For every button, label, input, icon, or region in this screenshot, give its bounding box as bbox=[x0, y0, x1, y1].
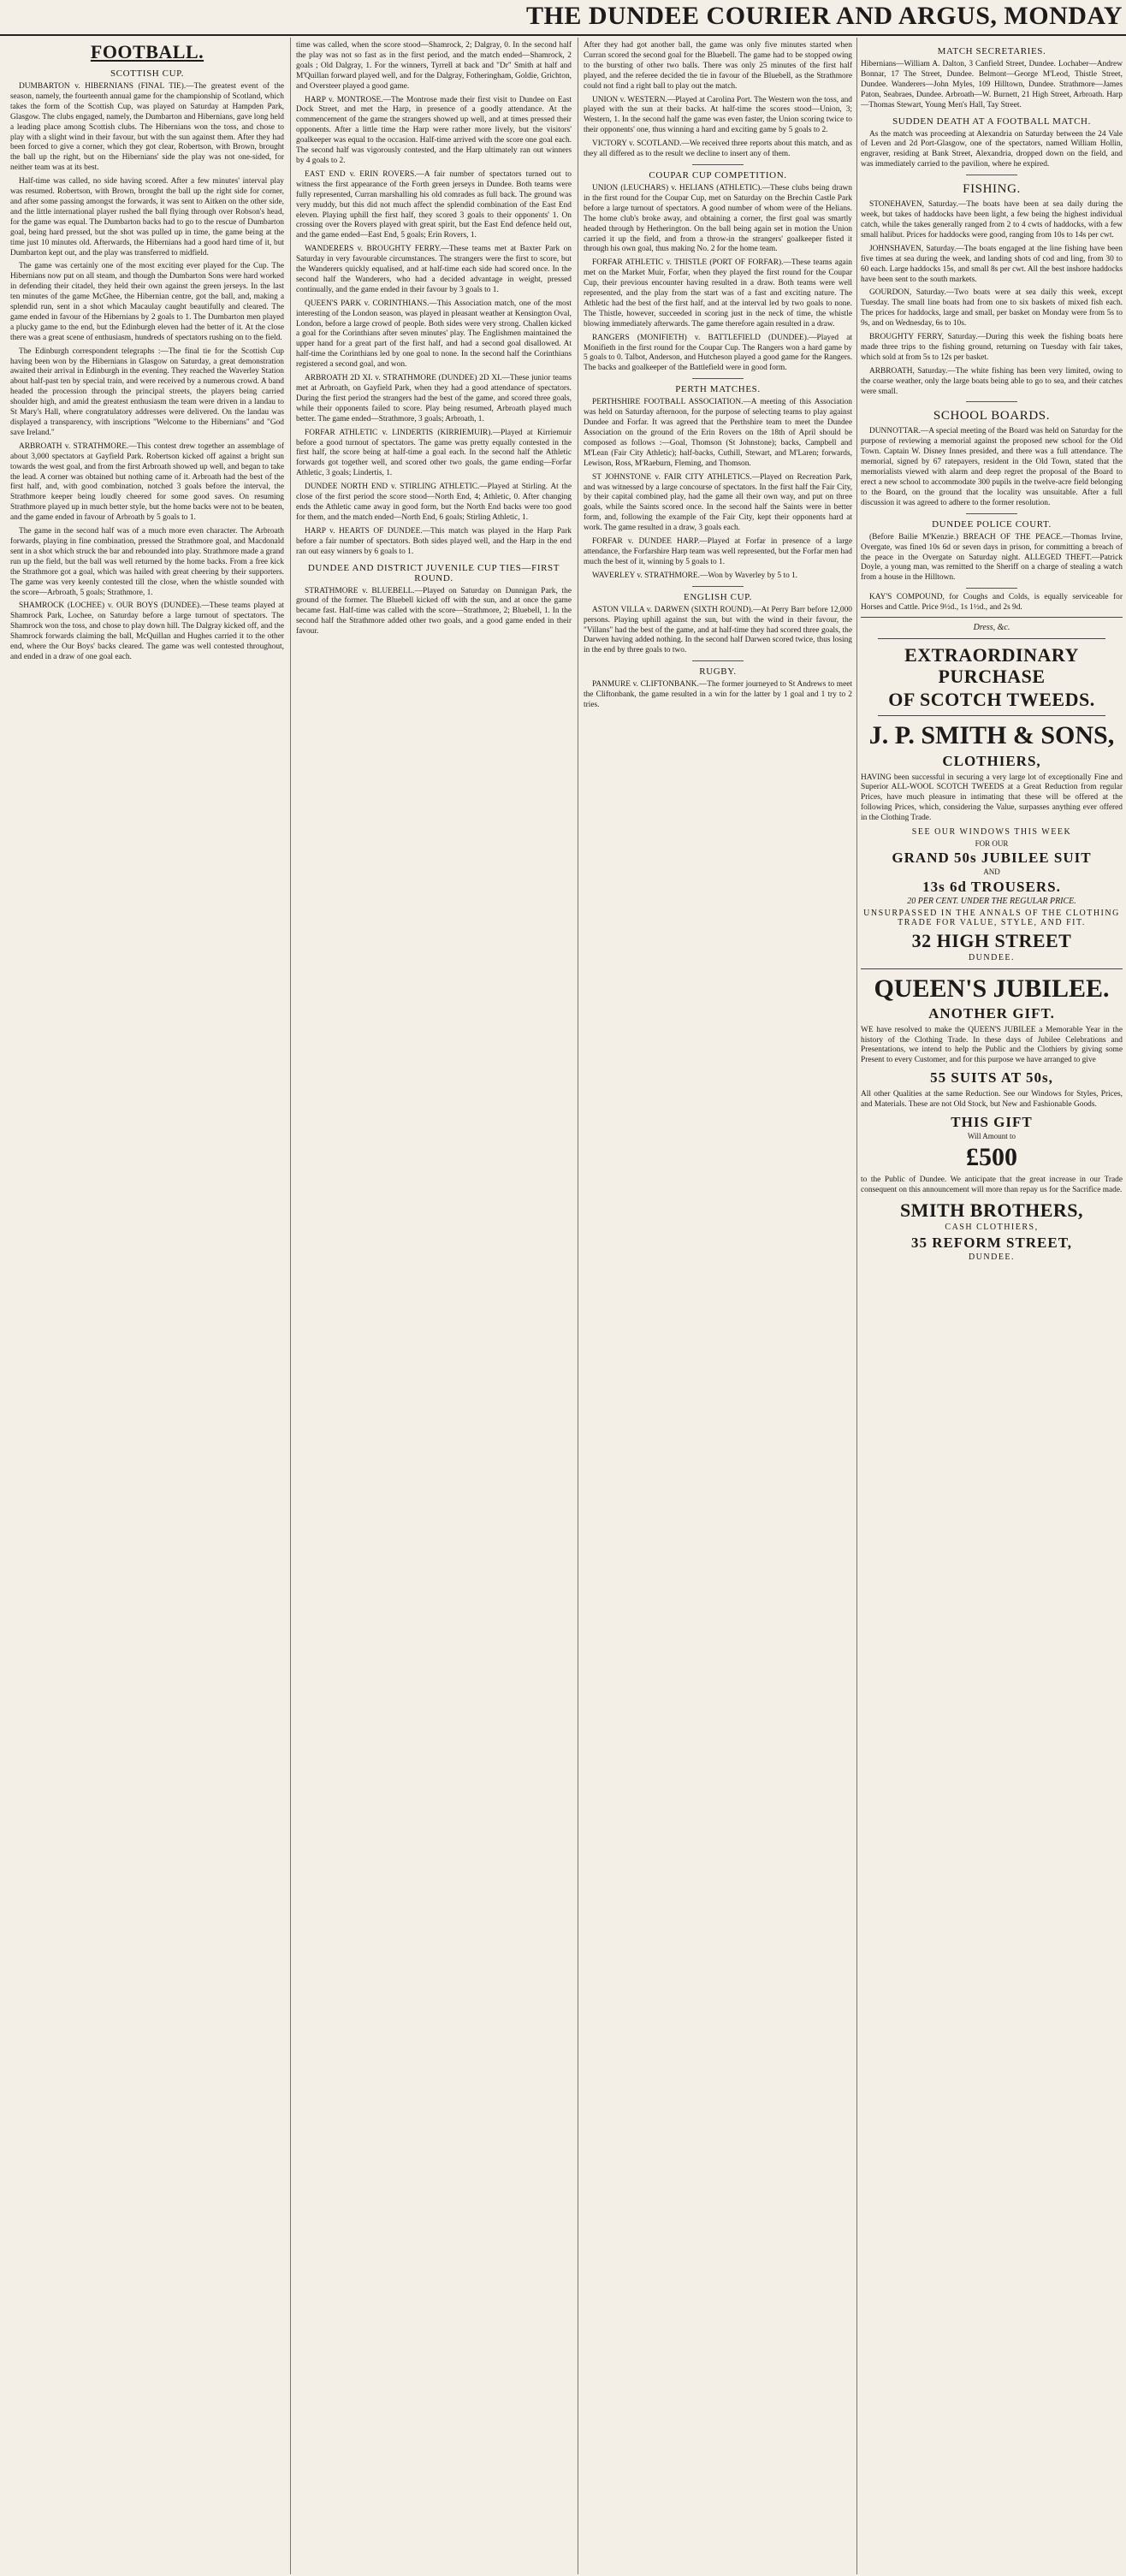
article-paragraph: The game was certainly one of the most exciting ever played for the Cup. The Hibernians now put on all steam, and though the Dumbarton Sons were hard worked in defending their citadel, they held their own against the green jerseys. In the last ten minutes of the game McGhee, the Hibernian centre, got the ball, and, making a splendid run, sent in a shot which Macaulay caught beautifully and cleared. The game ended in favour of the Hibernians by 2 goals to 1. The Dumbarton men played a plucky game to the end, but the Edinburgh eleven had the better of it. At the close there was a great scene of enthusiasm, hundreds of spectators rushing on to the field. bbox=[10, 262, 284, 342]
article-paragraph: HARP v. HEARTS OF DUNDEE.—This match was played in the Harp Park before a fair number of spectators. Both sides played well, and the Harp in the end ran out easy winners by 6 goals to 1. bbox=[296, 526, 572, 556]
article-paragraph: FORFAR ATHLETIC v. THISTLE (PORT OF FORFAR).—These teams again met on the Market Muir, Forfar, when they played the first round for the Coupar Cup, their previous encounter having resulted in a draw. Both teams were well represented, and the play from the start was of a fast and exciting nature. The Athletic had the best of the first half, and at the interval led by two goals to none. The Thistle, however, succeeded in scoring just in the neck of time, the whistle blowing immediately afterwards. The game therefore again resulted in a draw. bbox=[584, 258, 852, 329]
ad-line: Will Amount to bbox=[967, 1132, 1016, 1141]
article-paragraph: QUEEN'S PARK v. CORINTHIANS.—This Association match, one of the most interesting of the London season, was played in pleasant weather at Kensington Oval, London, before a large crowd of people. Both sides were very strong. Challen kicked a goal for the Corinthians after seven minutes' play. The Englishmen maintained the upper hand for a great part of the first half, and had a second goal disallowed. At half-time the Corinthians led by one goal to none. In the second half the Corinthians registered a second goal, and won. bbox=[296, 299, 572, 370]
ad-line: SEE OUR WINDOWS THIS WEEK bbox=[911, 827, 1072, 838]
advertisement-smith-sons bbox=[861, 617, 1123, 963]
divider bbox=[692, 586, 744, 587]
advertisement-smith-brothers bbox=[861, 968, 1123, 1263]
article-paragraph: KAY'S COMPOUND, for Coughs and Colds, is equally serviceable for Horses and Cattle. Price 9½d., 1s 1½d., and 2s 9d. bbox=[861, 593, 1123, 613]
ad-city: DUNDEE. bbox=[968, 953, 1016, 963]
article-paragraph: JOHNSHAVEN, Saturday.—The boats engaged at the line fishing have been five times at sea during the week, and landing shots of cod and ling, from 30 to 60 each. Large haddocks 15s, and small 8s per cwt. All the best inshore haddocks have been sent to the south markets. bbox=[861, 244, 1123, 284]
article-paragraph: UNION v. WESTERN.—Played at Carolina Port. The Western won the toss, and played with the sun at their backs. At half-time the scores stood—Union, 3; Western, 1. In the second half the game was even faster, the Union scoring twice to their opponents' one, thus winning a hard and exciting game by 5 goals to 2. bbox=[584, 95, 852, 135]
article-paragraph: ARBROATH v. STRATHMORE.—This contest drew together an assemblage of about 3,000 spectators at Gayfield Park. Robertson kicked off against a bright sun towards the west goal, and from the first Arbroath showed up well, and began to take the lead. A corner was obtained but nothing came of it. Arbroath had the best of the first half, and, with good combination, notched 3 goals before the interval, the Strathmore keeper being loudly cheered for some good saves. On resuming Strathmore played up in much better style, but the home backs were not to be beaten, and the game ended in favour of Arbroath by 5 goals to 1. bbox=[10, 441, 284, 523]
divider bbox=[692, 164, 744, 165]
article-paragraph: EAST END v. ERIN ROVERS.—A fair number of spectators turned out to witness the first appearance of the Forth green jerseys in Dundee. Both teams were fully represented, Curran marshalling his old comrades as full back. The ground was very muddy, but this did not much affect the splendid combination of the East End eleven. Playing uphill the first half, they scored 3 goals to their opponents' 1. On crossing over the Rovers played with great spirit, but the East End defence held out, and the game ended—East End, 5 goals; Erin Rovers, 1. bbox=[296, 169, 572, 240]
secretaries-list: Hibernians—William A. Dalton, 3 Canfield Street, Dundee. Lochaber—Andrew Bonnar, 17 The Street, Dundee. Belmont—George M'Leod, Thistle Street, Dundee. Wanderers—John Myles, 109 Hilltown, Dundee. Strathmore—James Paton, Seabraes, Dundee. Arbroath—W. Burnett, 21 High Street, Arbroath. Harp—Thomas Stewart, Young Men's Hall, Tay Street. bbox=[861, 60, 1123, 110]
article-paragraph: VICTORY v. SCOTLAND.—We received three reports about this match, and as they all differed as to the result we decline to insert any of them. bbox=[584, 139, 852, 159]
article-paragraph: Half-time was called, no side having scored. After a few minutes' interval play was resumed. Robertson, with Brown, brought the ball up the right side for corner, and after some passing amongst the forwards, it was sent to Aitken on the other side, and the little international player rushed the ball flying through over Robson's head, for the game was equal. The Dumbarton backs had to go to the rescue of Dumbarton goal, being hard pressed, but the shot was pulled up in time, the game being at the time just 10 minutes old. Afterwards, the Hibernians had a good hard time of it, but Dumbarton kept out, and the play was transferred to midfield. bbox=[10, 177, 284, 258]
article-paragraph: DUNNOTTAR.—A special meeting of the Board was held on Saturday for the purpose of reviewing a memorial against the proposed new school for the Old Town. Captain W. Disney Innes presided, and there was a full attendance. The memorial, signed by 67 ratepayers, resident in the Old Town, stated that the memorialists viewed with alarm and deep regret the proposal of the Board to erect a new school to accommodate 300 pupils in the twelve-acre field belonging to the Board, on the ground that the locality was unsuitable. After a full discussion it was agreed to adhere to the former resolution. bbox=[861, 427, 1123, 507]
article-paragraph: time was called, when the score stood—Shamrock, 2; Dalgray, 0. In the second half the play was not so fast as in the first period, and the match ended—Shamrock, 2 goals ; Old Dalgray, 1. For the winners, Tyrrell at back and "Dr" Smith at half and M'Quillan forward played well, and for the Dalgray, Fotheringham, Goldie, Grichton, and Oversteer played a good game. bbox=[296, 41, 572, 91]
subheading-fishing: FISHING. bbox=[963, 182, 1021, 197]
ad-headline: QUEEN'S JUBILEE. bbox=[874, 974, 1110, 1003]
article-paragraph: UNION (LEUCHARS) v. HELIANS (ATHLETIC).—These clubs being drawn in the first round for the Coupar Cup, met on Saturday on the Brechin Castle Park before a large turnout of spectators. A good number of whom were of the Helians. The home club's broke away, and obtaining a corner, the first goal was smartly headed through by Hetherington. On the ball being again set in motion the Union carried it up the field, and from a throw-in the strangers' goalkeeper fisted it through his own goal, thus making No. 2 for the home team. bbox=[584, 183, 852, 254]
article-paragraph: WANDERERS v. BROUGHTY FERRY.—These teams met at Baxter Park on Saturday in very favourable circumstances. The strangers were the first to score, but the Wanderers quickly equalised, and at half-time each side had scored once. In the second half the Wanderers, who had a decided advantage in weight, pressed continually, and the game ended in their favour by 3 goals to 1. bbox=[296, 245, 572, 294]
masthead bbox=[0, 0, 1126, 36]
article-paragraph: DUNDEE NORTH END v. STIRLING ATHLETIC.—Played at Stirling. At the close of the first period the score stood—North End, 4; Athletic, 0. After changing ends the Athletic came away in good form, but the North End backs were too good for them, and the match ended—North End, 6 goals; Stirling Athletic, 1. bbox=[296, 483, 572, 522]
article-paragraph: ARBROATH, Saturday.—The white fishing has been very limited, owing to the coarse weather, only the large boats being able to go to sea, and their catches were small. bbox=[861, 366, 1123, 396]
ad-address: 35 REFORM STREET, bbox=[910, 1234, 1073, 1251]
article-paragraph: FORFAR ATHLETIC v. LINDERTIS (KIRRIEMUIR).—Played at Kirriemuir before a good turnout of spectators. The game was pretty equally contested in the first half, the score being at half-time a goal each. In the second half the Athletic forwards got together well, and scored other two goals, the game ending—Forfar Athletic, 3 goals; Lindertis, 1. bbox=[296, 428, 572, 478]
column-4 bbox=[861, 41, 1123, 2573]
subheading-perth-matches: PERTH MATCHES. bbox=[675, 384, 761, 395]
ad-offer: GRAND 50s JUBILEE SUIT bbox=[892, 849, 1092, 866]
ad-category: Dress, &c. bbox=[973, 623, 1010, 633]
subheading-juvenile-cup: DUNDEE AND DISTRICT JUVENILE CUP TIES—FIRST ROUND. bbox=[307, 562, 560, 583]
ad-body: to the Public of Dundee. We anticipate that the great increase in our Trade consequent on this announcement will more than repay us for the Sacrifice made. bbox=[861, 1175, 1123, 1194]
article-paragraph: FORFAR v. DUNDEE HARP.—Played at Forfar in presence of a large attendance, the Forfarshire Harp team was well represented, but the Forfar men had much the best of it, winning by 5 goals to 1. bbox=[584, 537, 852, 566]
ad-address: 32 HIGH STREET bbox=[911, 929, 1072, 951]
subheading-match-secretaries: MATCH SECRETARIES. bbox=[937, 46, 1046, 56]
article-paragraph: After they had got another ball, the game was only five minutes started when Curran scored the second goal for the Bluebell. The game had to be stopped owing to the bursting of other two balls. There was only 25 minutes of the first half played, and the referee decided the tie in favour of the Bluebell, as the Strathmore could not find a right ball to play out the match. bbox=[584, 41, 852, 91]
ad-headline: ANOTHER GIFT. bbox=[928, 1005, 1055, 1022]
article-paragraph: As the match was proceeding at Alexandria on Saturday between the 24 Vale of Leven and 2d Port-Glasgow, one of the spectators, named William Hollin, engraver, residing at Bank Street, Alexandria, dropped down on the field, and was immediately carried to the pavilion, where he expired. bbox=[861, 129, 1123, 169]
divider bbox=[966, 513, 1017, 514]
column-2 bbox=[296, 41, 572, 2573]
ad-line: 20 PER CENT. UNDER THE REGULAR PRICE. bbox=[907, 897, 1076, 907]
ad-trade: CLOTHIERS, bbox=[942, 752, 1041, 769]
ad-line: UNSURPASSED IN THE ANNALS OF THE CLOTHING TRADE FOR VALUE, STYLE, AND FIT. bbox=[863, 908, 1120, 928]
column-1 bbox=[10, 41, 284, 2573]
divider bbox=[966, 401, 1017, 402]
subheading-school-boards: SCHOOL BOARDS. bbox=[933, 409, 1051, 423]
section-heading-football: FOOTBALL. bbox=[90, 41, 204, 62]
column-3 bbox=[584, 41, 852, 2573]
ad-city: DUNDEE. bbox=[968, 1252, 1016, 1263]
article-paragraph: PERTHSHIRE FOOTBALL ASSOCIATION.—A meeting of this Association was held on Saturday afternoon, for the purpose of selecting teams to play against Dundee and Forfar. It was agreed that the Perthshire team to meet the Dundee Association on the ground of the Erin Rovers on the 18th of April should be composed as follows :—Goal, Thomson (St Johnstone); backs, Campbell and M'Lean (Fair City Athletic); half-backs, Cuthill, Stewart, and M'Laren; forwards, Lewison, Ross, M'Raeburn, Fleming, and Thomson. bbox=[584, 398, 852, 468]
article-paragraph: GOURDON, Saturday.—Two boats were at sea daily this week, except Tuesday. The small line boats had from one to six baskets of mixed fish each. The prices for haddocks, large and small, per basket on Monday were from 5s to 9s, and on Wednesday, 6s to 10s. bbox=[861, 288, 1123, 329]
divider bbox=[692, 660, 744, 661]
subheading-english-cup: ENGLISH CUP. bbox=[684, 591, 752, 602]
ad-headline: EXTRAORDINARY PURCHASE bbox=[904, 643, 1079, 687]
ad-firm-name: J. P. SMITH & SONS, bbox=[868, 721, 1115, 750]
ad-trade: CASH CLOTHIERS, bbox=[945, 1223, 1039, 1233]
article-paragraph: DUMBARTON v. HIBERNIANS (FINAL TIE).—The greatest event of the season, namely, the fourteenth annual game for the championship of Scotland, which takes the form of the Scottish Cup, was played on Saturday at Hampden Park, Glasgow. The clubs engaged, namely, the Dumbarton and Hibernians, gave long held a leading place among Scottish clubs. The Hibernians won the toss, and chose to play with a slight wind in their favour, but with the sun against them. After they had been forced to give a corner, which they got clear, Robertson, with Brown, brought the ball up the right, but on the Hibernians' side the play was not one-sided, for neither team was at its best. bbox=[10, 82, 284, 173]
ad-body: All other Qualities at the same Reduction. See our Windows for Styles, Prices, and Materials. These are not Old Stock, but New and Fashionable Goods. bbox=[861, 1089, 1123, 1109]
subheading-scottish-cup: SCOTTISH CUP. bbox=[110, 68, 185, 79]
article-paragraph: STONEHAVEN, Saturday.—The boats have been at sea daily during the week, but takes of haddocks have been light, a few being the highest individual catch, while the takes generally ranged from 2 to 4 cwts of haddocks, with a few small halibut. Prices for haddocks were good, ranging from 10s to 14s per cwt. bbox=[861, 200, 1123, 240]
article-paragraph: PANMURE v. CLIFTONBANK.—The former journeyed to St Andrews to meet the Cliftonbank, the game resulted in a win for the latter by 1 goal and 1 try to 2 tries. bbox=[584, 680, 852, 710]
subheading-rugby: RUGBY. bbox=[699, 666, 737, 678]
column-rule bbox=[290, 38, 291, 2574]
divider bbox=[692, 378, 744, 379]
article-paragraph: STRATHMORE v. BLUEBELL.—Played on Saturday on Dunnigan Park, the ground of the former. The Bluebell kicked off with the sun, and at once the game became fast. Half-time was called with the score—Strathmore, 2; Bluebell, 1. In the second half the Strathmore added other two goals, and a good game ended in their favour. bbox=[296, 586, 572, 637]
column-rule bbox=[856, 38, 857, 2574]
article-paragraph: The game in the second half was of a much more even character. The Arbroath forwards, playing in fine combination, pressed the Strathmore goal, and Macdonald sent in a shot which struck the bar and rebounded into play. Strathmore made a grand run up the field, but the ball was well returned by the home backs. From a free kick the Strathmore got a goal, which was hailed with great cheering by their supporters. The game was very keenly contested till the close, when the whistle sounded with the score—Arbroath, 5 goals; Strathmore, 1. bbox=[10, 527, 284, 597]
subheading-coupar-cup: COUPAR CUP COMPETITION. bbox=[649, 169, 787, 181]
article-paragraph: WAVERLEY v. STRATHMORE.—Won by Waverley by 5 to 1. bbox=[592, 571, 798, 580]
subheading-sudden-death: SUDDEN DEATH AT A FOOTBALL MATCH. bbox=[892, 115, 1091, 127]
ad-offer: 13s 6d TROUSERS. bbox=[922, 878, 1061, 895]
divider bbox=[878, 638, 1105, 639]
ad-headline: OF SCOTCH TWEEDS. bbox=[888, 689, 1095, 711]
newspaper-title: THE DUNDEE COURIER AND ARGUS, MONDAY bbox=[526, 2, 1123, 30]
article-paragraph: SHAMROCK (LOCHEE) v. OUR BOYS (DUNDEE).—These teams played at Shamrock Park, Lochee, on Saturday before a large turnout of spectators. The Shamrock won the toss, and chose to play down hill. The Dalgray kicked off, and the Shamrock forwards claiming the ball, McQuillan and Hughes carried it to the other end, where the Our Boys' backs cleared. The game was well contested throughout, and ended in a draw of one goal each. bbox=[10, 601, 284, 661]
ad-amount: £500 bbox=[966, 1142, 1017, 1171]
ad-line: THIS GIFT bbox=[951, 1113, 1033, 1130]
ad-line: FOR OUR bbox=[975, 838, 1009, 848]
article-paragraph: HARP v. MONTROSE.—The Montrose made their first visit to Dundee on East Dock Street, and met the Harp, in presence of a goodly attendance. At the commencement of the game the strangers showed up well, and at times pressed their opponents. After a little time the Harp were rather more lively, but the visitors' goalkeeper was equal to the occasion. Half-time arrived with the score one goal each. The second half was vigorously contested, and the Harp ultimately ran out winners by 4 goals to 2. bbox=[296, 95, 572, 165]
article-paragraph: ST JOHNSTONE v. FAIR CITY ATHLETICS.—Played on Recreation Park, and was witnessed by a large concourse of spectators. In the first half the Fair City, by their capital combined play, had the game all their own way, and put on three goals, while the Saints scored once. In the second half the Saints were in better form, and, following the example of the Fair City, kept their opponents hard at work. The game resulted in a draw, 3 goals each. bbox=[584, 472, 852, 533]
divider bbox=[878, 715, 1105, 716]
article-paragraph: The Edinburgh correspondent telegraphs :—The final tie for the Scottish Cup having been won by the Hibernians in Glasgow on Saturday, a great demonstration awaited their arrival in Edinburgh in the evening. They reached the Waverley Station about half-past ten by special train, and were received by a numerous crowd. A band headed the procession through the principal streets, the players being carried shoulder high, and amid the greatest enthusiasm the team were driven in a landau to St Mary's Hall, where congratulatory addresses were delivered. On the landau was displayed a transparency, with inscriptions "Welcome to the Hibernians" and "God save Ireland." bbox=[10, 346, 284, 437]
ad-body: WE have resolved to make the QUEEN'S JUBILEE a Memorable Year in the history of the Clothing Trade. In these days of Jubilee Celebrations and Presentations, we intend to help the Public and the Clothiers by giving some Present to every Customer, and for this purpose we have arranged to give bbox=[861, 1025, 1123, 1065]
ad-offer: 55 SUITS AT 50s, bbox=[930, 1069, 1053, 1087]
article-paragraph: BROUGHTY FERRY, Saturday.—During this week the fishing boats here made three trips to the fishing ground, returning on Tuesday with fair takes, which sold at from 5s to 12s per basket. bbox=[861, 333, 1123, 362]
ad-firm-name: SMITH BROTHERS, bbox=[899, 1199, 1084, 1221]
article-paragraph: RANGERS (MONIFIETH) v. BATTLEFIELD (DUNDEE).—Played at Monifieth in the first round for the Coupar Cup. The Rangers won a hard game by 5 goals to 0. Talbot, Anderson, and Hutcheson played a good game for the Rangers. The backs and goalkeeper of the Battlefield were in good form. bbox=[584, 333, 852, 373]
article-paragraph: ARBROATH 2D XI. v. STRATHMORE (DUNDEE) 2D XI.—These junior teams met at Arbroath, on Gayfield Park, when they had a good attendance of spectators. During the first period the strangers had the best of the game, and scored three goals, while their opponents failed to score. Play being resumed, Arbroath played much better. The game ended—Strathmore, 3 goals; Arbroath, 1. bbox=[296, 374, 572, 423]
article-paragraph: ASTON VILLA v. DARWEN (SIXTH ROUND).—At Perry Barr before 12,000 persons. Playing uphill against the sun, but with the wind in their favour, the "Villans" had the best of the game, and at half-time they had scored three goals, the Darwen having added nothing. In the second half Darwen scored twice, thus losing in the end by three goals to two. bbox=[584, 605, 852, 655]
article-paragraph: (Before Bailie M'Kenzie.) BREACH OF THE PEACE.—Thomas Irvine, Overgate, was fined 10s 6d or seven days in prison, for committing a breach of the peace in the Overgate on Saturday night. ALLEGED THEFT.—Patrick Doyle, a young man, was remitted to the Sheriff on a charge of stealing a watch from a house in the Hilltown. bbox=[861, 532, 1123, 583]
divider bbox=[966, 588, 1017, 589]
ad-body: HAVING been successful in securing a very large lot of exceptionally Fine and Superior ALL-WOOL SCOTCH TWEEDS at a Great Reduction from regular Prices, have much pleasure in intimating that these will be offered at the following Prices, which, considering the Value, surpasses anything ever offered in the Clothing Trade. bbox=[861, 773, 1123, 823]
subheading-police-court: DUNDEE POLICE COURT. bbox=[932, 518, 1052, 530]
ad-line: AND bbox=[983, 868, 1000, 877]
